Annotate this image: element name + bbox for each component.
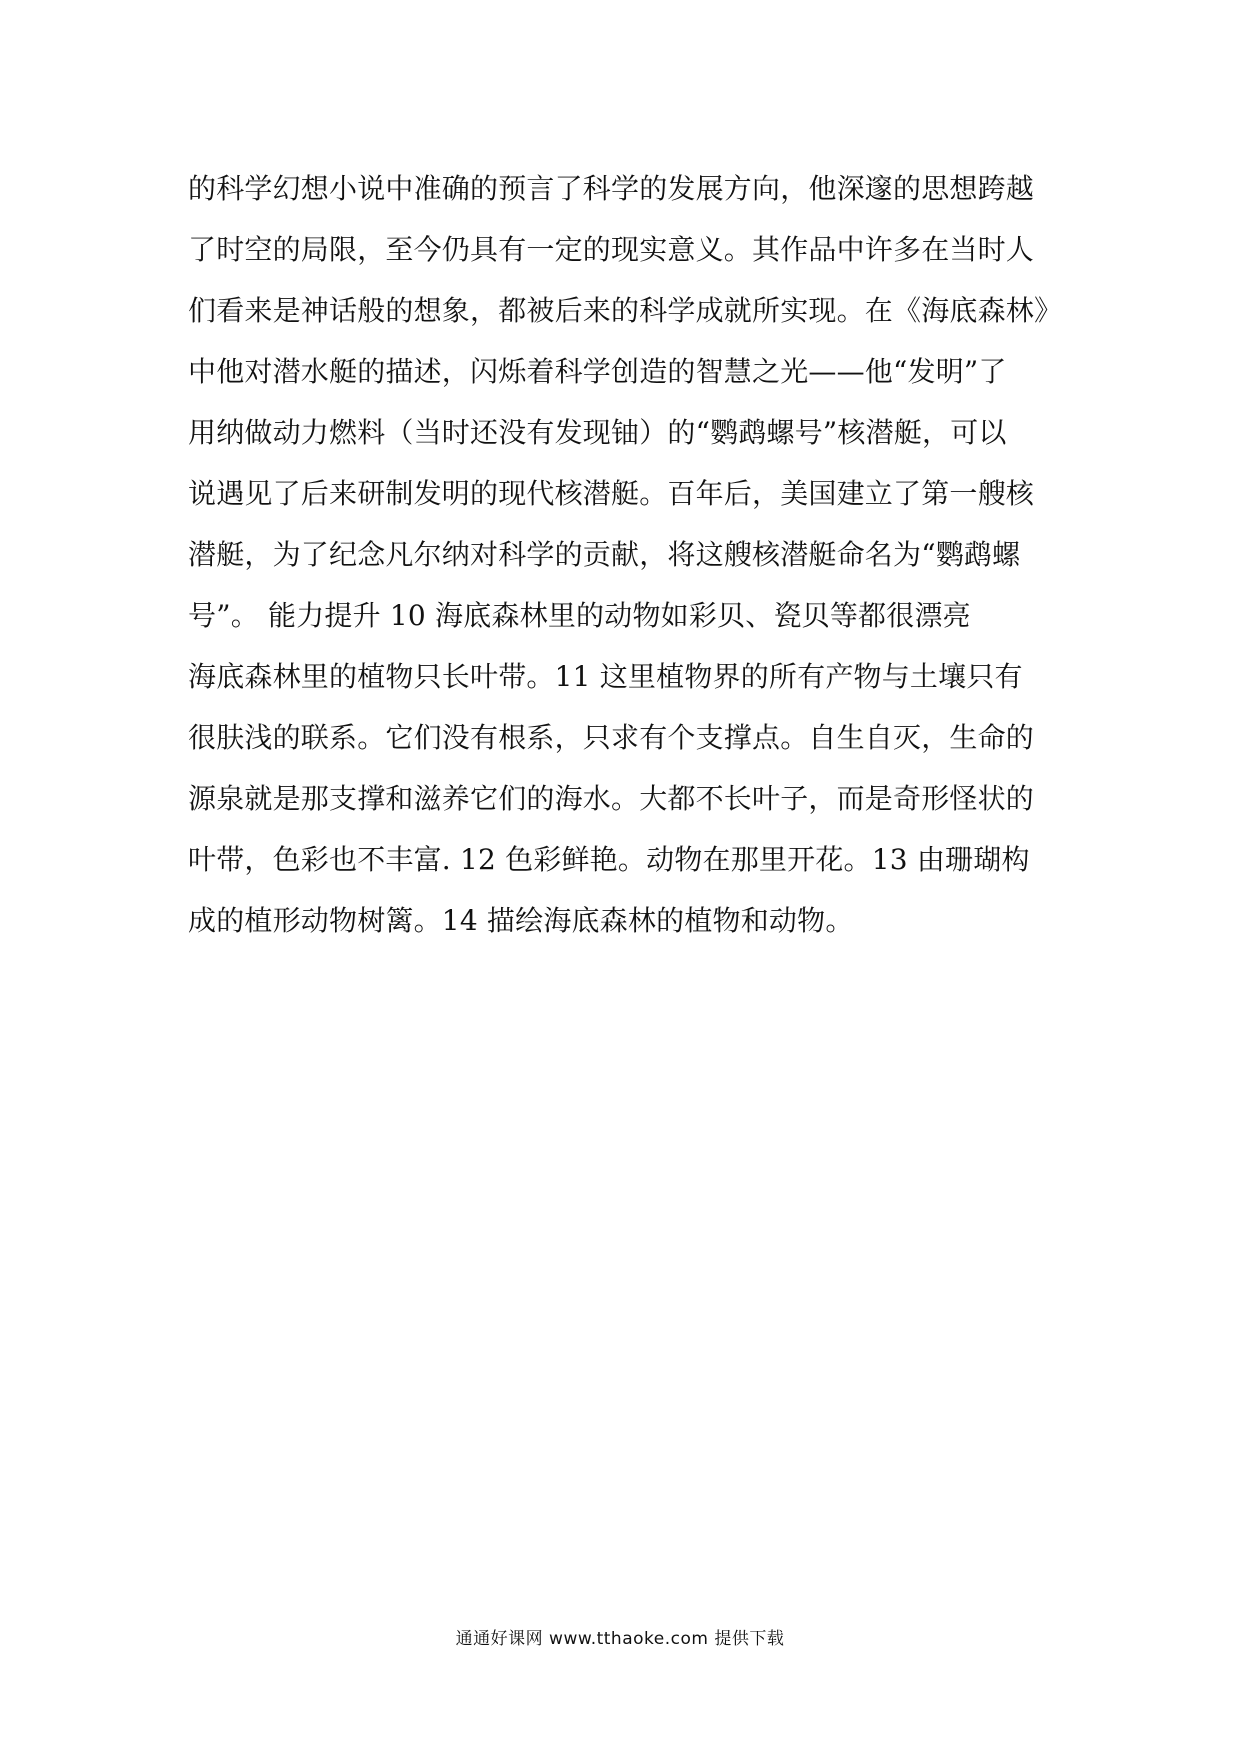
text-line: 的科学幻想小说中准确的预言了科学的发展方向，他深邃的思想跨越 (188, 172, 1035, 205)
text-line: 号”。 能力提升 10 海底森林里的动物如彩贝、瓷贝等都很漂亮 (188, 599, 971, 632)
text-line: 很肤浅的联系。它们没有根系，只求有个支撑点。自生自灭，生命的 (188, 721, 1035, 754)
text-line: 成的植形动物树篱。14 描绘海底森林的植物和动物。 (188, 904, 854, 937)
text-line: 海底森林里的植物只长叶带。11 这里植物界的所有产物与土壤只有 (188, 660, 1023, 693)
text-line: 源泉就是那支撑和滋养它们的海水。大都不长叶子，而是奇形怪状的 (188, 782, 1035, 815)
text-line: 了时空的局限，至今仍具有一定的现实意义。其作品中许多在当时人 (188, 233, 1035, 266)
text-line: 们看来是神话般的想象，都被后来的科学成就所实现。在《海底森林》 (188, 294, 1063, 327)
page-footer: 通通好课网 www.tthaoke.com 提供下载 (455, 1629, 785, 1649)
body-text (188, 158, 1068, 951)
text-line: 用纳做动力燃料（当时还没有发现铀）的“鹦鹉螺号”核潜艇，可以 (188, 416, 1007, 449)
text-line: 叶带，色彩也不丰富. 12 色彩鲜艳。动物在那里开花。13 由珊瑚构 (188, 843, 1030, 876)
text-line: 说遇见了后来研制发明的现代核潜艇。百年后，美国建立了第一艘核 (188, 477, 1035, 510)
text-line: 潜艇，为了纪念凡尔纳对科学的贡献，将这艘核潜艇命名为“鹦鹉螺 (188, 538, 1021, 571)
text-line: 中他对潜水艇的描述，闪烁着科学创造的智慧之光——他“发明”了 (188, 355, 1007, 388)
